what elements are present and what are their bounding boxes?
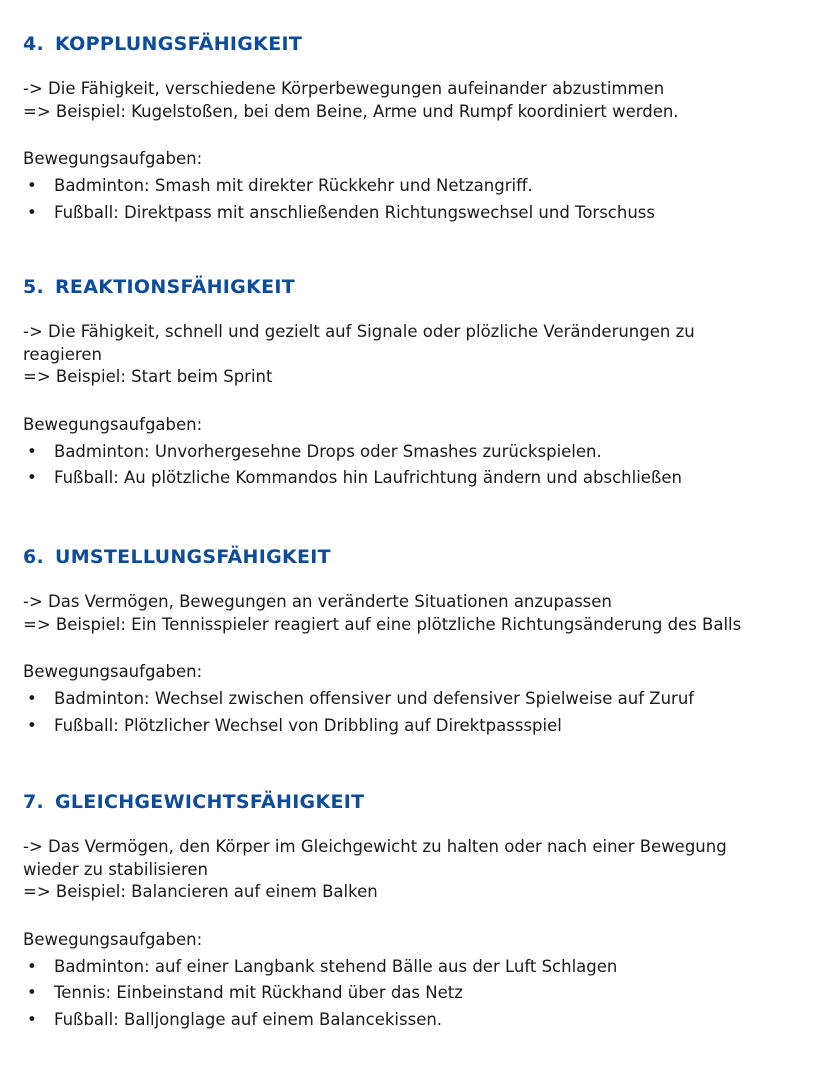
bullet-icon: • bbox=[27, 202, 37, 222]
definition-line: -> Die Fähigkeit, schnell und gezielt auf Signale oder plözliche Veränderungen zu bbox=[23, 322, 695, 341]
section-umstellungsfaehigkeit bbox=[23, 543, 813, 739]
bullet-icon: • bbox=[27, 441, 37, 461]
tasks-list bbox=[23, 173, 813, 226]
list-item bbox=[23, 465, 813, 492]
tasks-label: Bewegungsaufgaben: bbox=[23, 929, 203, 949]
list-item bbox=[23, 686, 813, 713]
section-heading bbox=[23, 543, 813, 571]
section-kopplungsfaehigkeit bbox=[23, 30, 813, 226]
task-text: Fußball: Balljonglage auf einem Balancekissen. bbox=[54, 1009, 443, 1029]
task-text: Fußball: Au plötzliche Kommandos hin Laufrichtung ändern und abschließen bbox=[54, 468, 682, 487]
list-item bbox=[23, 200, 813, 227]
task-text: Fußball: Direktpass mit anschließenden Richtungswechsel und Torschuss bbox=[54, 202, 655, 222]
section-description bbox=[23, 836, 813, 904]
tasks-label: Bewegungsaufgaben: bbox=[23, 662, 203, 681]
tasks-list bbox=[23, 439, 813, 492]
definition-line: -> Das Vermögen, den Körper im Gleichgewicht zu halten oder nach einer Bewegung bbox=[23, 837, 727, 856]
example-line: => Beispiel: Kugelstoßen, bei dem Beine, Arme und Rumpf koordiniert werden. bbox=[23, 101, 679, 121]
section-title: KOPPLUNGSFÄHIGKEIT bbox=[55, 33, 303, 55]
example-line: => Beispiel: Start beim Sprint bbox=[23, 367, 273, 386]
list-item bbox=[23, 1007, 813, 1034]
section-reaktionsfaehigkeit bbox=[23, 273, 813, 492]
section-number: 6. bbox=[23, 546, 45, 568]
list-item bbox=[23, 173, 813, 200]
task-text: Fußball: Plötzlicher Wechsel von Dribbling auf Direktpassspiel bbox=[54, 715, 562, 735]
definition-line: -> Die Fähigkeit, verschiedene Körperbewegungen aufeinander abzustimmen bbox=[23, 79, 665, 98]
list-item bbox=[23, 713, 813, 740]
section-description bbox=[23, 591, 813, 636]
section-number: 7. bbox=[23, 791, 45, 813]
list-item bbox=[23, 954, 813, 981]
section-heading bbox=[23, 788, 813, 816]
section-number: 4. bbox=[23, 33, 45, 55]
task-text: Tennis: Einbeinstand mit Rückhand über das Netz bbox=[54, 983, 463, 1002]
tasks-list bbox=[23, 954, 813, 1034]
tasks-list bbox=[23, 686, 813, 739]
section-title: UMSTELLUNGSFÄHIGKEIT bbox=[55, 546, 331, 568]
list-item bbox=[23, 439, 813, 466]
section-title: REAKTIONSFÄHIGKEIT bbox=[55, 276, 296, 298]
bullet-icon: • bbox=[27, 468, 37, 487]
definition-line: wieder zu stabilisieren bbox=[23, 859, 209, 879]
bullet-icon: • bbox=[27, 956, 37, 976]
task-text: Badminton: auf einer Langbank stehend Bälle aus der Luft Schlagen bbox=[54, 956, 618, 976]
bullet-icon: • bbox=[27, 1009, 37, 1029]
example-line: => Beispiel: Balancieren auf einem Balken bbox=[23, 882, 378, 901]
section-heading bbox=[23, 273, 813, 301]
bullet-icon: • bbox=[27, 715, 37, 735]
list-item bbox=[23, 980, 813, 1007]
section-description bbox=[23, 321, 813, 389]
section-gleichgewichtsfaehigkeit bbox=[23, 788, 813, 1033]
task-text: Badminton: Wechsel zwischen offensiver und defensiver Spielweise auf Zuruf bbox=[54, 689, 695, 708]
task-text: Badminton: Unvorhergesehne Drops oder Smashes zurückspielen. bbox=[54, 441, 602, 461]
bullet-icon: • bbox=[27, 689, 37, 708]
tasks-label: Bewegungsaufgaben: bbox=[23, 149, 203, 168]
example-line: => Beispiel: Ein Tennisspieler reagiert auf eine plötzliche Richtungsänderung des Balls bbox=[23, 614, 742, 634]
section-heading bbox=[23, 30, 813, 58]
bullet-icon: • bbox=[27, 176, 37, 195]
task-text: Badminton: Smash mit direkter Rückkehr und Netzangriff. bbox=[54, 176, 533, 195]
section-number: 5. bbox=[23, 276, 45, 298]
tasks-label: Bewegungsaufgaben: bbox=[23, 414, 203, 434]
bullet-icon: • bbox=[27, 983, 37, 1002]
definition-line: -> Das Vermögen, Bewegungen an veränderte Situationen anzupassen bbox=[23, 592, 612, 611]
definition-line: reagieren bbox=[23, 344, 102, 364]
section-title: GLEICHGEWICHTSFÄHIGKEIT bbox=[55, 791, 365, 813]
section-description bbox=[23, 78, 813, 123]
